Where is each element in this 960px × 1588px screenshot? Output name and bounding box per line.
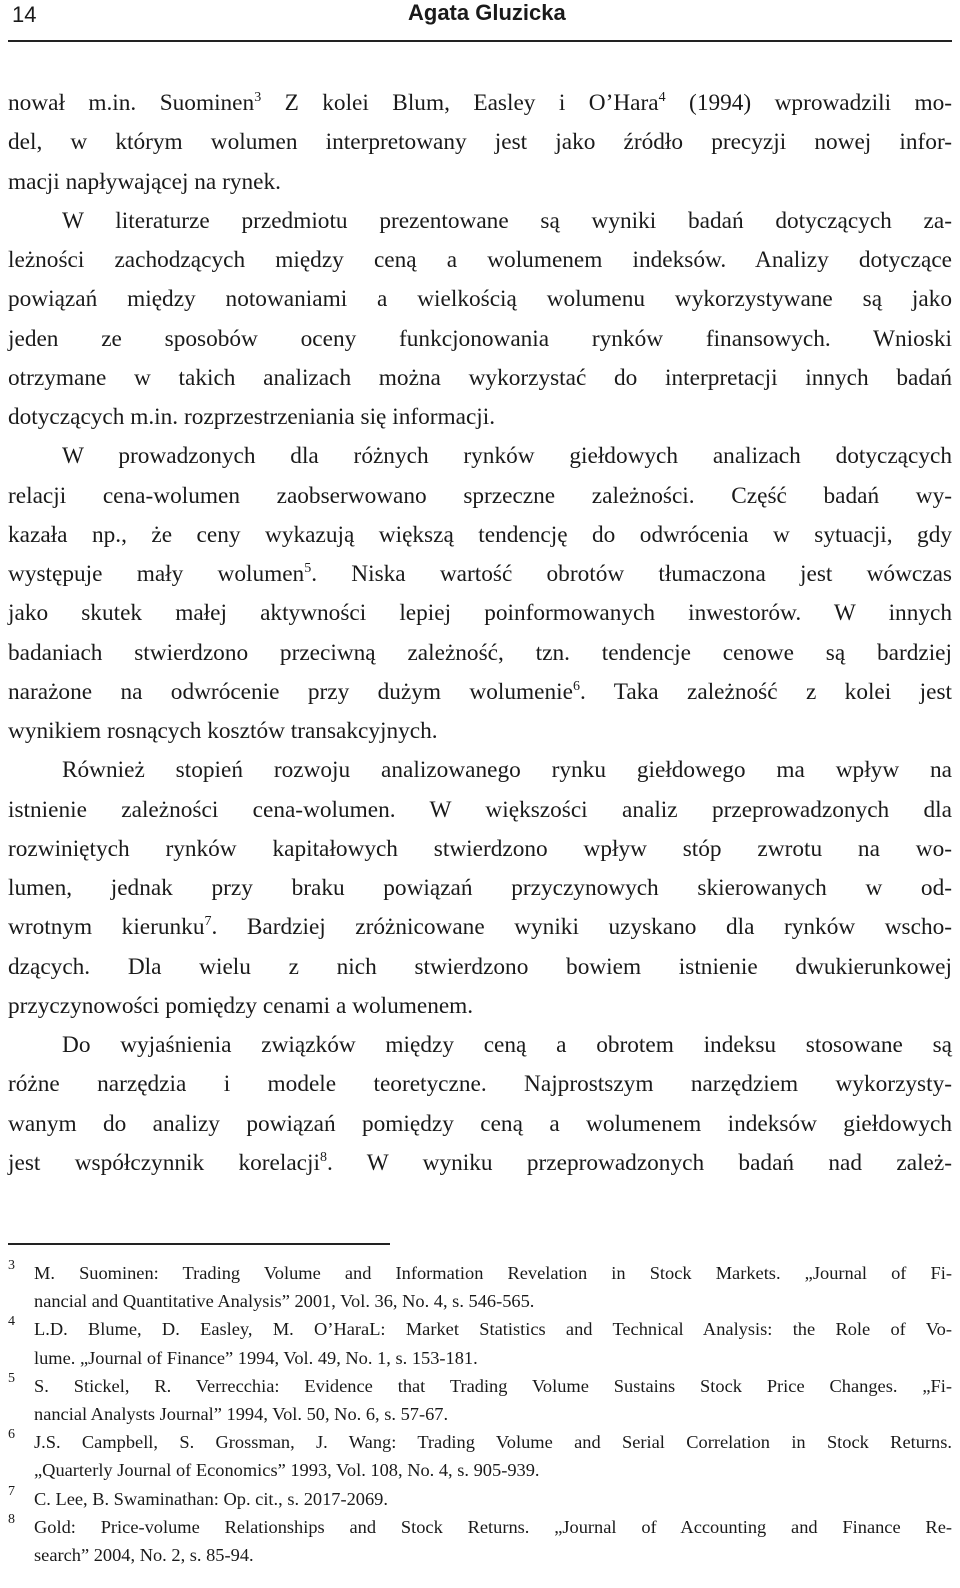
text-line [8,555,952,594]
footnote-text: Gold: Price-volume Relationships and Stock Returns. „Journal of Accounting and Finance Re- [34,1516,952,1537]
text-line [8,1065,952,1104]
running-head-author: Agata Gluzicka [408,0,566,25]
footnotes [8,1259,952,1569]
footnote-text: „Quarterly Journal of Economics” 1993, Vol. 108, No. 4, s. 905-939. [34,1460,540,1481]
text-line [8,712,952,751]
text-segment: macji napływającej na rynek. [8,168,281,195]
text-segment: jako skutek małej aktywności lepiej poinformowanych inwestorów. W innych [8,600,952,627]
text-line [8,791,952,830]
text-segment: relacji cena-wolumen zaobserwowano sprzeczne zależności. Część badań wy- [8,482,952,509]
text-line [8,987,952,1026]
text-segment: leżności zachodzących między ceną a wolumenem indeksów. Analizy dotyczące [8,247,952,273]
text-segment: dotyczących m.in. rozprzestrzeniania się informacji. [8,404,496,430]
footnote-number: 4 [8,1314,15,1330]
footnote [8,1315,952,1371]
text-segment: wynikiem rosnących kosztów transakcyjnych. [8,718,438,744]
text-segment: kazała np., że ceny wykazują większą tendencję do odwrócenia w sytuacji, gdy [8,521,952,548]
text-line [8,634,952,673]
main-text [8,84,952,1183]
text-segment: wrotnym kierunku [8,914,205,941]
footnote-text: J.S. Campbell, S. Grossman, J. Wang: Trading Volume and Serial Correlation in Stock Returns. [34,1432,952,1453]
text-segment: lumen, jednak przy braku powiązań przyczynowych skierowanych w od- [8,875,952,901]
text-line [8,1144,952,1183]
text-segment: (1994) wprowadzili mo- [665,90,953,116]
footnote-separator [8,1243,390,1245]
text-segment: . Niska wartość obrotów tłumaczona jest wówczas [311,561,952,587]
text-line [8,751,952,790]
text-segment: jeden ze sposobów oceny funkcjonowania rynków finansowych. Wnioski [8,325,952,352]
text-line [8,516,952,555]
text-segment: powiązań między notowaniami a wielkością wolumenu wykorzystywane są jako [8,286,952,313]
footnote-line [8,1344,952,1372]
footnote-line [8,1485,952,1513]
footnote-line [8,1513,952,1541]
footnote-text: lume. „Journal of Finance” 1994, Vol. 49, No. 1, s. 153-181. [34,1347,478,1368]
footnote-text: C. Lee, B. Swaminathan: Op. cit., s. 2017-2069. [34,1488,388,1509]
text-segment: wanym do analizy powiązań pomiędzy ceną a wolumenem indeksów giełdowych [8,1110,952,1137]
footnote-number: 3 [8,1258,15,1273]
text-segment: otrzymane w takich analizach można wykorzystać do interpretacji innych badań [8,364,952,391]
footnote-line [8,1541,952,1569]
text-line [8,594,952,633]
footnote-ref: 3 [254,90,262,105]
text-segment: W prowadzonych dla różnych rynków giełdowych analizach dotyczących [62,443,952,470]
footnote [8,1428,952,1484]
text-segment: del, w którym wolumen interpretowany jest jako źródło precyzji nowej infor- [8,129,952,156]
footnote-line [8,1456,952,1484]
footnote-line [8,1372,952,1400]
text-line [8,359,952,398]
footnote-ref: 7 [204,914,212,930]
footnote-ref: 4 [658,90,666,105]
text-line [8,869,952,908]
footnote-ref: 6 [572,678,580,694]
text-line [8,437,952,476]
text-line [8,948,952,987]
footnote-number: 6 [8,1427,15,1443]
footnote-number: 5 [8,1370,15,1386]
text-segment: dzących. Dla wielu z nich stwierdzono bowiem istnienie dwukierunkowej [8,953,952,980]
text-line [8,320,952,359]
footnote-text: S. Stickel, R. Verrecchia: Evidence that Trading Volume Sustains Stock Price Changes. „Fi- [34,1375,952,1396]
text-segment: Z kolei Blum, Easley i O’Hara [261,90,659,116]
text-segment: . Taka zależność z kolei jest [579,678,952,705]
footnote [8,1513,952,1569]
text-line [8,673,952,712]
text-line [8,163,952,202]
footnote [8,1485,952,1513]
text-segment: narażone na odwrócenie przy dużym wolumenie [8,678,573,705]
footnote-line [8,1259,952,1287]
text-segment: nował m.in. Suominen [8,90,255,116]
text-line [8,830,952,869]
running-header [8,0,952,42]
text-segment: istnienie zależności cena-wolumen. W większości analiz przeprowadzonych dla [8,796,952,823]
text-line [8,908,952,947]
text-line [8,477,952,516]
text-segment: Również stopień rozwoju analizowanego rynku giełdowego ma wpływ na [62,757,952,784]
footnote-line [8,1315,952,1343]
page-number: 14 [12,2,37,27]
footnote-ref: 5 [304,561,312,576]
footnote-number: 7 [8,1483,15,1499]
text-segment: . Bardziej zróżnicowane wyniki uzyskano dla rynków wscho- [211,914,952,941]
footnote-text: nancial and Quantitative Analysis” 2001, Vol. 36, No. 4, s. 546-565. [34,1291,535,1312]
text-segment: różne narzędzia i modele teoretyczne. Najprostszym narzędziem wykorzysty- [8,1071,952,1098]
text-segment: przyczynowości pomiędzy cenami a wolumenem. [8,992,474,1019]
footnote-line [8,1428,952,1456]
text-line [8,280,952,319]
text-segment: . W wyniku przeprowadzonych badań nad zależ- [326,1149,952,1176]
text-line [8,1026,952,1065]
text-segment: Do wyjaśnienia związków między ceną a obrotem indeksu stosowane są [62,1032,952,1058]
text-line [8,84,952,123]
text-line [8,202,952,241]
footnote-text: search” 2004, No. 2, s. 85-94. [34,1544,254,1565]
text-line [8,123,952,162]
text-line [8,398,952,437]
text-segment: W literaturze przedmiotu prezentowane są wyniki badań dotyczących za- [62,207,952,234]
text-line [8,241,952,280]
text-segment: jest współczynnik korelacji [8,1149,320,1176]
footnote [8,1372,952,1428]
footnote [8,1259,952,1315]
text-segment: rozwiniętych rynków kapitałowych stwierdzono wpływ stóp zwrotu na wo- [8,835,952,862]
footnote-text: M. Suominen: Trading Volume and Information Revelation in Stock Markets. „Journal of Fi- [34,1263,952,1283]
footnote-number: 8 [8,1511,15,1527]
footnote-ref: 8 [319,1149,327,1165]
text-segment: badaniach stwierdzono przeciwną zależność, tzn. tendencje cenowe są bardziej [8,639,952,666]
text-line [8,1105,952,1144]
footnote-text: L.D. Blume, D. Easley, M. O’HaraL: Market Statistics and Technical Analysis: the Role of Vo- [34,1319,952,1340]
text-segment: występuje mały wolumen [8,561,305,587]
footnote-line [8,1400,952,1428]
footnote-text: nancial Analysts Journal” 1994, Vol. 50, No. 6, s. 57-67. [34,1403,449,1424]
footnote-line [8,1287,952,1315]
